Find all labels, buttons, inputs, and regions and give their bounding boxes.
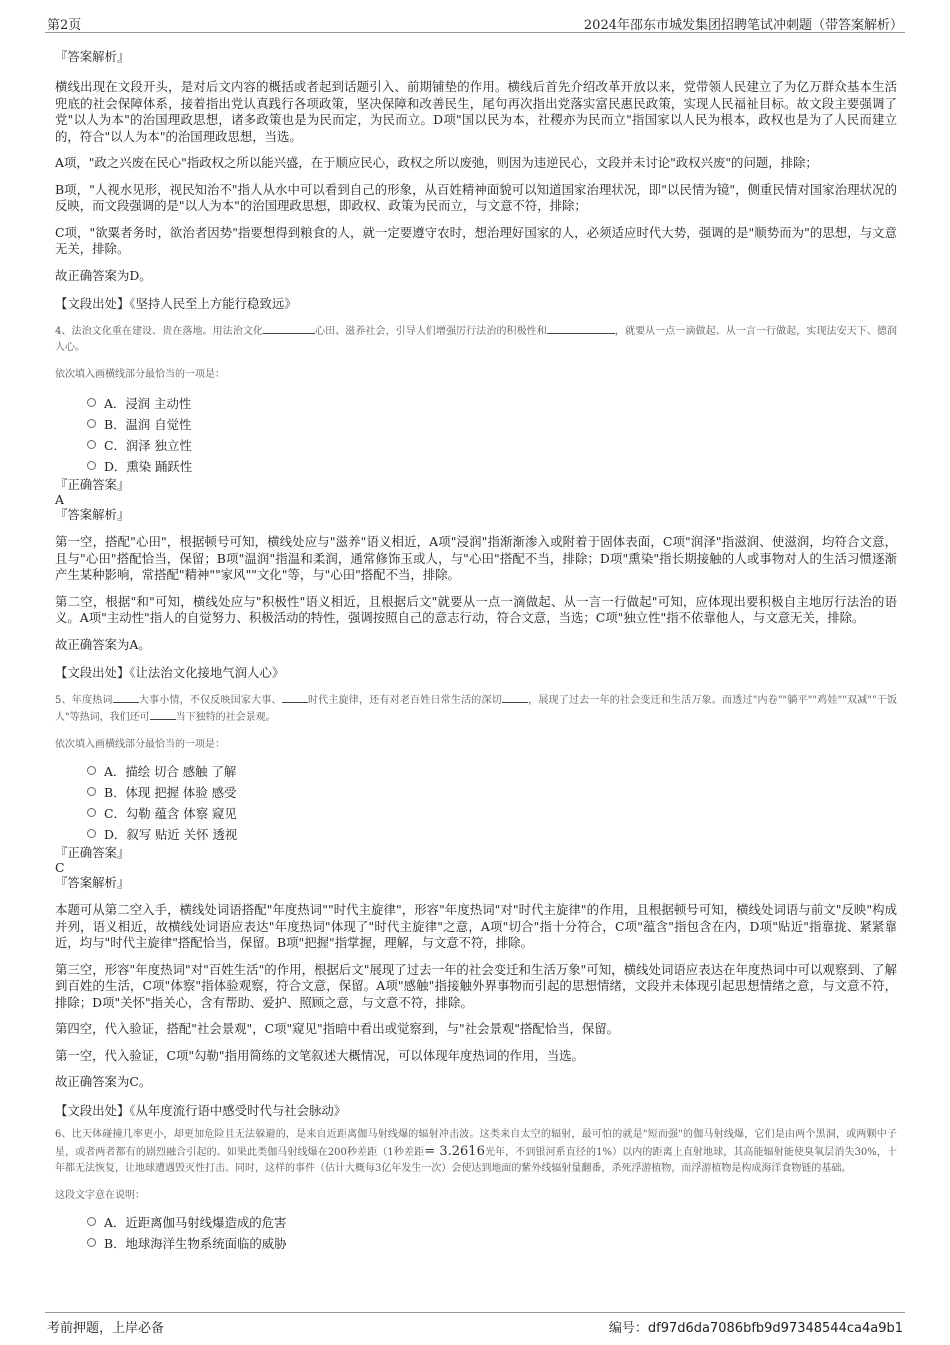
option-b[interactable]: B．体现 把握 体验 感受 [87,782,897,803]
radio-icon[interactable] [87,766,96,775]
analysis-paragraph: 本题可从第二空入手，横线处词语搭配"年度热词""时代主旋律"，形容"年度热词"对"时代主旋律"的作用，且根据顿号可知，横线处词语与前文"反映"构成并列，语义相近，故横线处词语应表达"年度热词"体现了"时代主旋律"之意，A项"切合"指十分符合，C项"蕴含"指包含在内，D项"贴近"指靠拢、紧紧靠近，均与"时代主旋律"搭配恰当，保留。B项"把握"指掌握，理解，与文意不符，排除。 [55,902,897,950]
option-c[interactable]: C．勾勒 蕴含 体察 窥见 [87,803,897,824]
question-stem: 6、比天体碰撞几率更小，却更加危险且无法躲避的，是来自近距离伽马射线爆的辐射冲击波。这类来自太空的辐射，最可怕的就是"短而强"的伽马射线爆，它们是由两个黑洞，或两颗中子星，或者两者都有的剧烈融合引起的。如果此类伽马射线爆在200秒差距（1秒差距= 3.2616光年，不到银河系直径的1%）以内的距离上直射地球，其高能辐射能使臭氧层消失30%，十年都无法恢复，让地球遭遇毁灭性打击。同时，这样的事件（估计大概每3亿年发生一次）会使达到地面的紫外线辐射量翻番，杀死浮游植物，而浮游植物是构成海洋食物链的基础。 [55,1129,898,1174]
option-c[interactable]: C．润泽 独立性 [87,435,897,456]
document-code: 编号：df97d6da7086bfb9d97348544ca4a9b1 [608,1321,903,1336]
radio-icon[interactable] [87,440,96,449]
radio-icon[interactable] [87,808,96,817]
final-answer: 故正确答案为C。 [55,1074,152,1089]
radio-icon[interactable] [87,419,96,428]
answer-value: C [55,860,65,875]
analysis-label: 『答案解析』 [55,875,130,890]
option-a[interactable]: A．浸润 主动性 [87,393,897,414]
fill-blank [113,692,139,703]
options-list [55,761,897,845]
source-citation: 【文段出处】《从年度流行语中感受时代与社会脉动》 [55,1102,347,1118]
radio-icon[interactable] [87,829,96,838]
option-b[interactable]: B．地球海洋生物系统面临的威胁 [87,1233,897,1254]
analysis-paragraph: 第一空，代入验证，C项"勾勒"指用简练的文笔叙述大概情况，可以体现年度热词的作用，当选。 [55,1047,584,1063]
final-answer: 故正确答案为A。 [55,636,151,652]
fill-blank [150,709,176,720]
source-citation: 【文段出处】《坚持人民至上方能行稳致远》 [55,296,297,311]
analysis-paragraph: 横线出现在文段开头，是对后文内容的概括或者起到话题引入、前期铺垫的作用。横线后首先介绍改革开放以来，党带领人民建立了为亿万群众基本生活兜底的社会保障体系，接着指出党认真践行各项政策，坚决保障和改善民生，尾句再次指出党落实富民惠民政策，实现人民福祉目标。故文段主要强调了党"以人为本"的治国理政思想，诸多政策也是为民而定，为民而立。D项"国以民为本，社稷亦为民而立"指国家以人民为根本，政权也是为了人民而建立的，符合"以人为本"的治国理政思想，当选。 [55,79,897,144]
option-a[interactable]: A．描绘 切合 感触 了解 [87,761,897,782]
source-citation: 【文段出处】《让法治文化接地气润人心》 [55,665,285,680]
answer-value: A [55,492,64,507]
page-footer [45,1312,905,1337]
question-stem: 4、法治文化重在建设、贵在落地。用法治文化 心田、滋养社会，引导人们增强厉行法治的积极性和 ，就要从一点一滴做起、从一言一行做起，实现法安天下、德润人心。 [55,323,897,357]
fill-blank [282,692,308,703]
analysis-paragraph: C项，"欲粟者务时，欲治者因势"指要想得到粮食的人，就一定要遵守农时，想治理好国家的人，必须适应时代大势，强调的是"顺势而为"的思想，与文意无关，排除。 [55,224,897,256]
document-body [55,42,897,1254]
answer-label: 『正确答案』 [55,477,130,492]
radio-icon[interactable] [87,1217,96,1226]
option-d[interactable]: D．叙写 贴近 关怀 透视 [87,824,897,845]
radio-icon[interactable] [87,398,96,407]
radio-icon[interactable] [87,1238,96,1247]
analysis-label: 『答案解析』 [55,507,130,522]
analysis-paragraph: 第四空，代入验证，搭配"社会景观"，C项"窥见"指暗中看出或觉察到，与"社会景观"搭配恰当，保留。 [55,1021,620,1036]
page-number: 第2页 [47,18,82,33]
footer-slogan: 考前押题，上岸必备 [47,1321,165,1336]
analysis-paragraph: B项，"人视水见形，视民知治不"指人从水中可以看到自己的形象，从百姓精神面貌可以知道国家治理状况，即"以民情为镜"，侧重民情对国家治理状况的反映，而文段强调的是"以人为本"的治国理政思想，即政权、政策为民而立，与文意不符，排除； [55,181,897,213]
formula: = 3.2616 [424,1143,485,1159]
answer-label: 『正确答案』 [55,845,130,860]
question-stem: 5、年度热词 大事小情，不仅反映国家大事、 时代主旋律，还有对老百姓日常生活的深切 ，展现了过去一年的社会变迁和生活万象。而透过"内卷""躺平""鸡娃""双减""干饭人"等热词，我们还可 当下独特的社会景观。 [55,692,897,727]
fill-blank [547,323,615,334]
question-prompt: 依次填入画横线部分最恰当的一项是： [55,368,225,380]
analysis-paragraph: A项，"政之兴废在民心"指政权之所以能兴盛，在于顺应民心，政权之所以废弛，则因为违逆民心，文段并未讨论"政权兴废"的问题，排除； [55,155,818,170]
question-prompt: 这段文字意在说明： [55,1189,145,1201]
radio-icon[interactable] [87,461,96,470]
options-list [55,393,897,477]
final-answer: 故正确答案为D。 [55,267,152,283]
options-list [55,1212,897,1254]
option-a[interactable]: A．近距离伽马射线爆造成的危害 [87,1212,897,1233]
question-prompt: 依次填入画横线部分最恰当的一项是： [55,738,225,750]
analysis-paragraph: 第二空，根据"和"可知，横线处应与"积极性"语义相近，且根据后文"就要从一点一滴做起、从一言一行做起"可知，应体现出要积极自主地厉行法治的语义。A项"主动性"指人的自觉努力、积极活动的特性，强调按照自己的意志行动，符合文意，当选；C项"独立性"指不依靠他人，与文意无关，排除。 [55,593,897,625]
option-d[interactable]: D．熏染 踊跃性 [87,456,897,477]
fill-blank [502,692,528,703]
analysis-paragraph: 第一空，搭配"心田"，根据顿号可知，横线处应与"滋养"语义相近，A项"浸润"指渐渐渗入或附着于固体表面，C项"润泽"指滋润、使滋润，均符合文意，且与"心田"搭配恰当，保留；B项"温润"指温和柔润，通常修饰玉或人，与"心田"搭配不当，排除；D项"熏染"指长期接触的人或事物对人的生活习惯逐渐产生某种影响，常搭配"精神""家风""文化"等，与"心田"搭配不当，排除。 [55,534,897,582]
radio-icon[interactable] [87,787,96,796]
analysis-label: 『答案解析』 [55,49,130,64]
option-b[interactable]: B．温润 自觉性 [87,414,897,435]
page-header [45,10,905,33]
document-title: 2024年邵东市城发集团招聘笔试冲刺题（带答案解析） [583,18,903,33]
analysis-paragraph: 第三空，形容"年度热词"对"百姓生活"的作用，根据后文"展现了过去一年的社会变迁和生活万象"可知，横线处词语应表达在年度热词中可以观察到、了解到百姓的生活，C项"体察"指体验观察，符合文意，保留。A项"感触"指接触外界事物而引起的思想情绪，文段并未体现引起思想情绪之意，与文意不符，排除；D项"关怀"指关心，含有帮助、爱护、照顾之意，与文意不符，排除。 [55,961,897,1010]
fill-blank [263,323,315,334]
